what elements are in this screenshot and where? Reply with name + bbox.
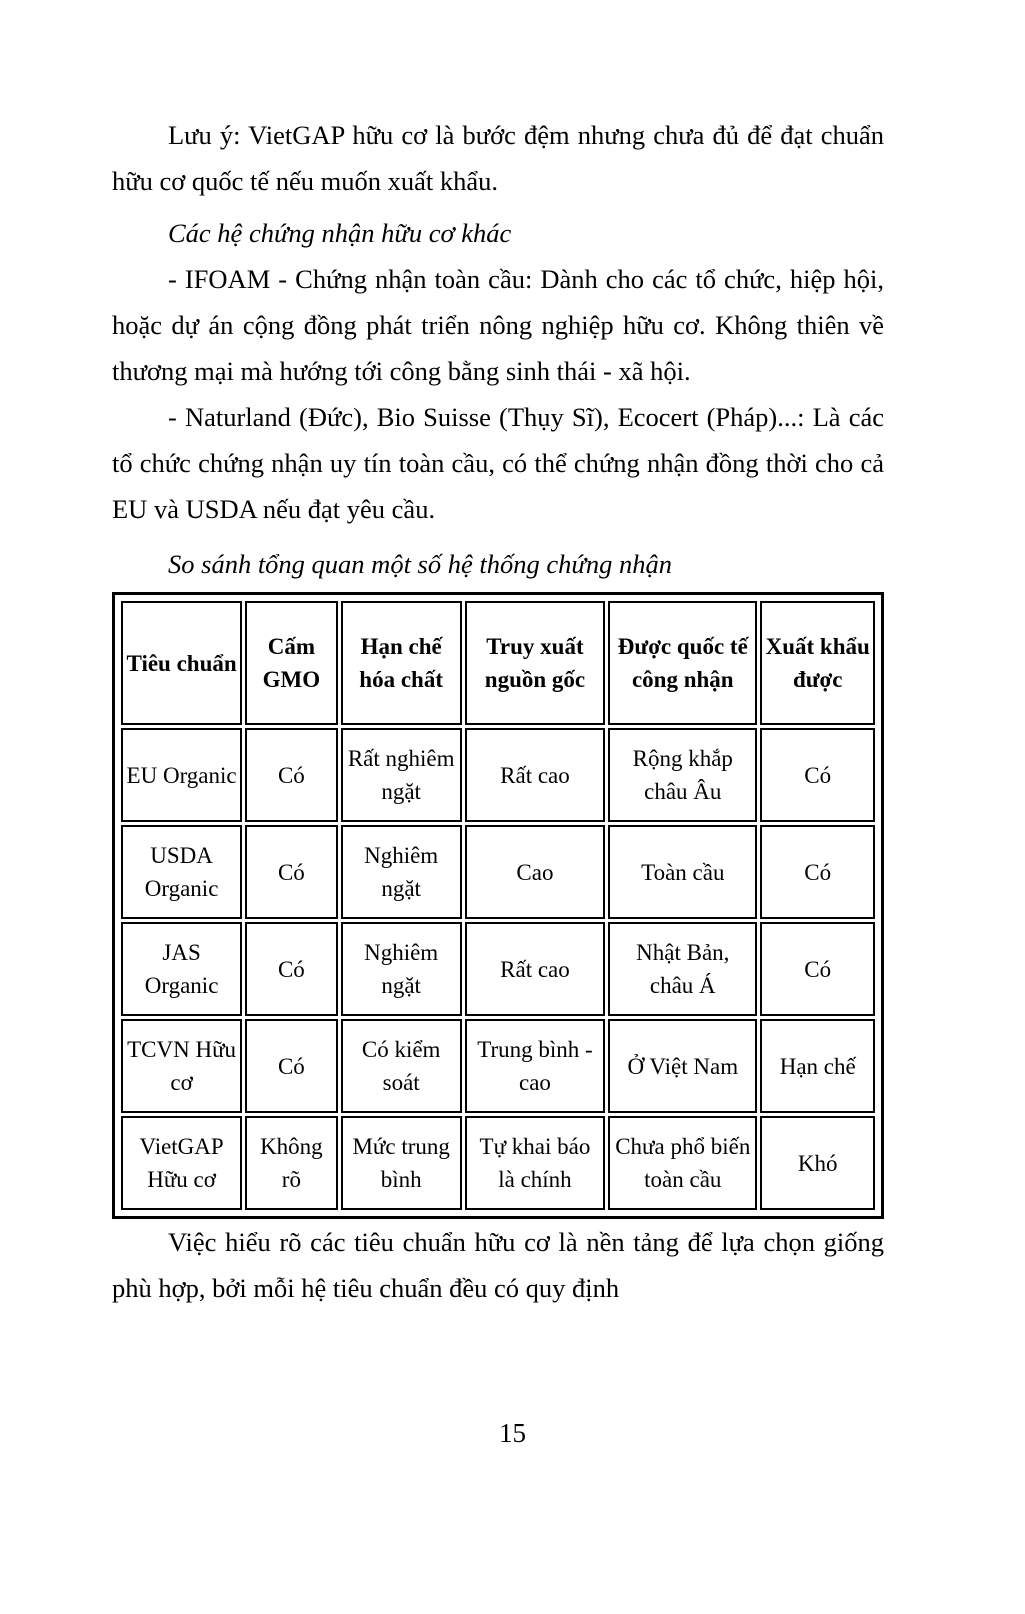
- table-body: [121, 728, 875, 1210]
- cell-gmo-ban: Có: [245, 728, 337, 822]
- certification-comparison-table: [118, 598, 878, 1213]
- column-header-standard: Tiêu chuẩn: [121, 601, 242, 725]
- table-row: [121, 728, 875, 822]
- cell-exportable: Có: [760, 922, 875, 1016]
- cell-traceability: Trung bình - cao: [465, 1019, 605, 1113]
- paragraph-naturland: - Naturland (Đức), Bio Suisse (Thụy Sĩ), Ecocert (Pháp)...: Là các tổ chức chứng nhận uy tín toàn cầu, có thể chứng nhận đồng thời cho cả EU và USDA nếu đạt yêu cầu.: [112, 402, 884, 524]
- cell-chemical-limit: Nghiêm ngặt: [341, 825, 462, 919]
- column-header-gmo-ban: Cấm GMO: [245, 601, 337, 725]
- table-caption: So sánh tổng quan một số hệ thống chứng nhận: [168, 549, 672, 579]
- paragraph-closing: Việc hiểu rõ các tiêu chuẩn hữu cơ là nền tảng để lựa chọn giống phù hợp, bởi mỗi hệ tiêu chuẩn đều có quy định: [112, 1227, 884, 1303]
- cell-international: Nhật Bản, châu Á: [608, 922, 757, 1016]
- table-row: [121, 825, 875, 919]
- cell-chemical-limit: Nghiêm ngặt: [341, 922, 462, 1016]
- cell-standard: EU Organic: [121, 728, 242, 822]
- cell-international: Chưa phổ biến toàn cầu: [608, 1116, 757, 1210]
- cell-standard: USDA Organic: [121, 825, 242, 919]
- cell-gmo-ban: Có: [245, 825, 337, 919]
- table-row: [121, 1116, 875, 1210]
- table-header-row: [121, 601, 875, 725]
- column-header-traceability: Truy xuất nguồn gốc: [465, 601, 605, 725]
- table-header: [121, 601, 875, 725]
- cell-standard: TCVN Hữu cơ: [121, 1019, 242, 1113]
- column-header-exportable: Xuất khẩu được: [760, 601, 875, 725]
- cell-standard: JAS Organic: [121, 922, 242, 1016]
- table-row: [121, 1019, 875, 1113]
- cell-exportable: Có: [760, 728, 875, 822]
- cell-exportable: Có: [760, 825, 875, 919]
- cell-exportable: Khó: [760, 1116, 875, 1210]
- cell-chemical-limit: Rất nghiêm ngặt: [341, 728, 462, 822]
- comparison-table-frame: [112, 592, 884, 1219]
- cell-chemical-limit: Có kiểm soát: [341, 1019, 462, 1113]
- column-header-chemical-limit: Hạn chế hóa chất: [341, 601, 462, 725]
- cell-traceability: Cao: [465, 825, 605, 919]
- cell-gmo-ban: Có: [245, 922, 337, 1016]
- cell-traceability: Tự khai báo là chính: [465, 1116, 605, 1210]
- cell-gmo-ban: Có: [245, 1019, 337, 1113]
- section-heading-other-certifications: Các hệ chứng nhận hữu cơ khác: [168, 218, 512, 248]
- cell-traceability: Rất cao: [465, 728, 605, 822]
- cell-traceability: Rất cao: [465, 922, 605, 1016]
- cell-international: Ở Việt Nam: [608, 1019, 757, 1113]
- table-row: [121, 922, 875, 1016]
- cell-international: Rộng khắp châu Âu: [608, 728, 757, 822]
- page-number: 15: [499, 1418, 526, 1448]
- cell-international: Toàn cầu: [608, 825, 757, 919]
- paragraph-note: Lưu ý: VietGAP hữu cơ là bước đệm nhưng chưa đủ để đạt chuẩn hữu cơ quốc tế nếu muốn xuất khẩu.: [112, 120, 884, 196]
- cell-exportable: Hạn chế: [760, 1019, 875, 1113]
- cell-standard: VietGAP Hữu cơ: [121, 1116, 242, 1210]
- column-header-international: Được quốc tế công nhận: [608, 601, 757, 725]
- paragraph-ifoam: - IFOAM - Chứng nhận toàn cầu: Dành cho các tổ chức, hiệp hội, hoặc dự án cộng đồng phát triển nông nghiệp hữu cơ. Không thiên về thương mại mà hướng tới công bằng sinh thái - xã hội.: [112, 264, 884, 386]
- cell-chemical-limit: Mức trung bình: [341, 1116, 462, 1210]
- page-content: [112, 112, 884, 1311]
- cell-gmo-ban: Không rõ: [245, 1116, 337, 1210]
